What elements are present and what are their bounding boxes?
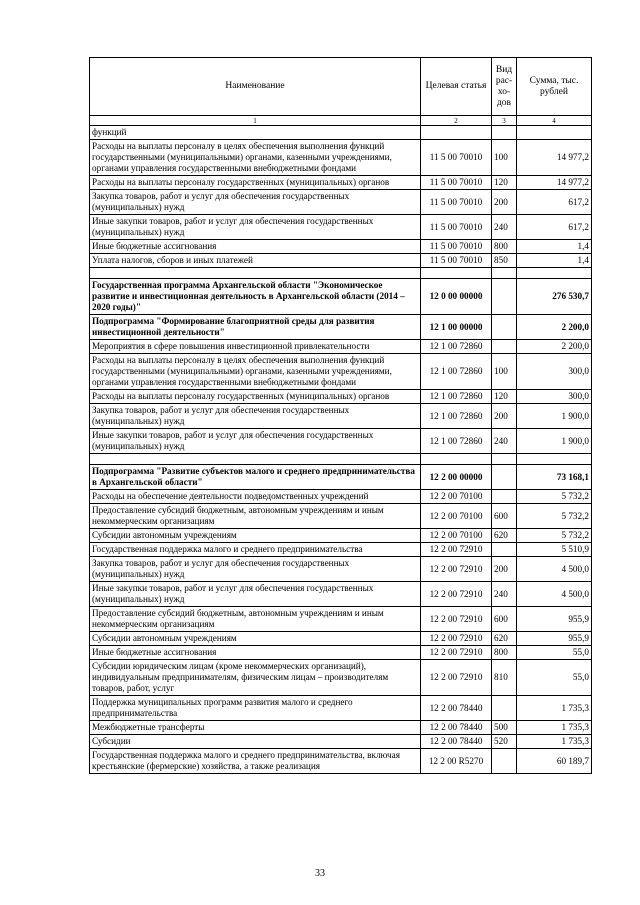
row-target-code: 12 2 00 R5270 (421, 749, 492, 774)
empty-cell (492, 454, 517, 465)
table-row (90, 254, 592, 268)
row-target-code: 12 1 00 72860 (421, 404, 492, 429)
row-name: Предоставление субсидий бюджетным, автономным учреждениям и иным некоммерческим организациям (90, 504, 421, 529)
row-amount: 5 510,9 (517, 543, 592, 557)
row-name: Расходы на выплаты персоналу в целях обеспечения выполнения функций государственными (муниципальными) органами, казенными учреждениями, органами управления государственными внебюджетными фондами (90, 140, 421, 176)
row-target-code: 12 1 00 72860 (421, 340, 492, 354)
row-name: Расходы на выплаты персоналу в целях обеспечения выполнения функций государственными (муниципальными) органами, казенными учреждениями, органами управления государственными внебюджетными фондами (90, 354, 421, 390)
row-expense-type: 620 (492, 632, 517, 646)
row-amount: 1 900,0 (517, 404, 592, 429)
table-row (90, 490, 592, 504)
row-expense-type: 200 (492, 557, 517, 582)
row-amount: 2 200,0 (517, 340, 592, 354)
row-target-code: 12 1 00 72860 (421, 354, 492, 390)
table-row (90, 632, 592, 646)
row-expense-type: 500 (492, 721, 517, 735)
row-amount: 55,0 (517, 660, 592, 696)
row-expense-type: 810 (492, 660, 517, 696)
row-target-code: 12 1 00 72860 (421, 390, 492, 404)
row-target-code: 11 5 00 70010 (421, 215, 492, 240)
row-name: Иные бюджетные ассигнования (90, 240, 421, 254)
table-row (90, 749, 592, 774)
row-amount: 60 189,7 (517, 749, 592, 774)
row-expense-type (492, 696, 517, 721)
column-number-row (90, 116, 592, 126)
table-row (90, 215, 592, 240)
spacer-row (90, 454, 592, 465)
row-expense-type: 240 (492, 215, 517, 240)
row-target-code: 12 2 00 70100 (421, 529, 492, 543)
row-name: Государственная программа Архангельской области "Экономическое развитие и инвестиционная деятельность в Архангельской области (2014 – 2020 годы)" (90, 279, 421, 315)
row-target-code: 12 2 00 00000 (421, 465, 492, 490)
row-name: Подпрограмма "Формирование благоприятной среды для развития инвестиционной деятельности" (90, 315, 421, 340)
row-name: Расходы на выплаты персоналу государственных (муниципальных) органов (90, 390, 421, 404)
row-expense-type (492, 340, 517, 354)
header-code: Целевая статья (421, 58, 492, 116)
empty-cell (517, 268, 592, 279)
header-sum: Сумма, тыс. рублей (517, 58, 592, 116)
column-number: 2 (421, 116, 492, 126)
row-expense-type (492, 543, 517, 557)
row-expense-type (492, 279, 517, 315)
table-row (90, 582, 592, 607)
row-name: Межбюджетные трансферты (90, 721, 421, 735)
row-amount: 300,0 (517, 390, 592, 404)
row-expense-type: 200 (492, 190, 517, 215)
row-expense-type: 100 (492, 140, 517, 176)
program-row (90, 315, 592, 340)
table-row (90, 190, 592, 215)
row-target-code: 11 5 00 70010 (421, 140, 492, 176)
table-row (90, 607, 592, 632)
row-expense-type: 800 (492, 240, 517, 254)
column-number: 3 (492, 116, 517, 126)
table-row (90, 240, 592, 254)
row-amount: 1 900,0 (517, 429, 592, 454)
row-name: Уплата налогов, сборов и иных платежей (90, 254, 421, 268)
row-expense-type: 600 (492, 504, 517, 529)
budget-table (89, 57, 592, 774)
row-amount: 73 168,1 (517, 465, 592, 490)
table-row (90, 340, 592, 354)
row-expense-type: 200 (492, 404, 517, 429)
row-target-code (421, 126, 492, 140)
row-target-code: 11 5 00 70010 (421, 190, 492, 215)
row-amount: 4 500,0 (517, 557, 592, 582)
row-name: Закупка товаров, работ и услуг для обеспечения государственных (муниципальных) нужд (90, 557, 421, 582)
row-target-code: 12 1 00 00000 (421, 315, 492, 340)
row-amount: 276 530,7 (517, 279, 592, 315)
row-name: Закупка товаров, работ и услуг для обеспечения государственных (муниципальных) нужд (90, 190, 421, 215)
row-expense-type (492, 315, 517, 340)
row-target-code: 12 0 00 00000 (421, 279, 492, 315)
row-expense-type (492, 126, 517, 140)
table-row (90, 660, 592, 696)
row-name: Закупка товаров, работ и услуг для обеспечения государственных (муниципальных) нужд (90, 404, 421, 429)
row-target-code: 11 5 00 70010 (421, 240, 492, 254)
table-row (90, 429, 592, 454)
table-row (90, 176, 592, 190)
row-expense-type: 600 (492, 607, 517, 632)
row-name: Государственная поддержка малого и среднего предпринимательства (90, 543, 421, 557)
table-row (90, 543, 592, 557)
row-amount: 2 200,0 (517, 315, 592, 340)
row-target-code: 12 2 00 70100 (421, 490, 492, 504)
row-name: Расходы на обеспечение деятельности подведомственных учреждений (90, 490, 421, 504)
row-target-code: 12 2 00 70100 (421, 504, 492, 529)
row-expense-type: 240 (492, 429, 517, 454)
row-amount: 5 732,2 (517, 504, 592, 529)
row-amount: 617,2 (517, 215, 592, 240)
table-row (90, 504, 592, 529)
row-name: Мероприятия в сфере повышения инвестиционной привлекательности (90, 340, 421, 354)
table-row (90, 735, 592, 749)
row-target-code: 12 2 00 72910 (421, 543, 492, 557)
table-row (90, 721, 592, 735)
row-amount: 5 732,2 (517, 529, 592, 543)
row-name: Поддержка муниципальных программ развития малого и среднего предпринимательства (90, 696, 421, 721)
program-row (90, 465, 592, 490)
row-amount: 55,0 (517, 646, 592, 660)
row-amount: 14 977,2 (517, 140, 592, 176)
row-expense-type: 520 (492, 735, 517, 749)
row-amount: 1 735,3 (517, 735, 592, 749)
empty-cell (492, 268, 517, 279)
header-type: Вид рас- хо- дов (492, 58, 517, 116)
row-expense-type (492, 749, 517, 774)
empty-cell (517, 454, 592, 465)
row-expense-type: 800 (492, 646, 517, 660)
table-row (90, 390, 592, 404)
table-row (90, 140, 592, 176)
row-target-code: 12 2 00 72910 (421, 646, 492, 660)
row-target-code: 12 2 00 72910 (421, 557, 492, 582)
row-name: Иные бюджетные ассигнования (90, 646, 421, 660)
row-expense-type: 850 (492, 254, 517, 268)
row-name: Субсидии автономным учреждениям (90, 632, 421, 646)
row-amount: 1,4 (517, 254, 592, 268)
row-expense-type: 120 (492, 176, 517, 190)
spacer-row (90, 268, 592, 279)
row-amount: 4 500,0 (517, 582, 592, 607)
row-name: функций (90, 126, 421, 140)
row-name: Субсидии юридическим лицам (кроме некоммерческих организаций), индивидуальным предпринимателям, физическим лицам – производителям товаров, работ, услуг (90, 660, 421, 696)
table-row (90, 404, 592, 429)
row-amount: 300,0 (517, 354, 592, 390)
row-amount: 955,9 (517, 607, 592, 632)
table-header-row (90, 58, 592, 116)
row-amount: 617,2 (517, 190, 592, 215)
row-target-code: 12 2 00 72910 (421, 607, 492, 632)
row-target-code: 11 5 00 70010 (421, 254, 492, 268)
header-name: Наименование (90, 58, 421, 116)
table-row (90, 126, 592, 140)
row-name: Субсидии автономным учреждениям (90, 529, 421, 543)
table-row (90, 354, 592, 390)
row-target-code: 12 2 00 72910 (421, 632, 492, 646)
row-name: Иные закупки товаров, работ и услуг для обеспечения государственных (муниципальных) нужд (90, 582, 421, 607)
row-expense-type: 240 (492, 582, 517, 607)
row-target-code: 12 2 00 78440 (421, 696, 492, 721)
row-amount: 1 735,3 (517, 696, 592, 721)
row-amount: 5 732,2 (517, 490, 592, 504)
row-name: Иные закупки товаров, работ и услуг для обеспечения государственных (муниципальных) нужд (90, 429, 421, 454)
row-target-code: 12 2 00 72910 (421, 660, 492, 696)
row-target-code: 12 2 00 78440 (421, 721, 492, 735)
row-name: Подпрограмма "Развитие субъектов малого и среднего предпринимательства в Архангельской области" (90, 465, 421, 490)
row-amount (517, 126, 592, 140)
table-row (90, 557, 592, 582)
row-name: Предоставление субсидий бюджетным, автономным учреждениям и иным некоммерческим организациям (90, 607, 421, 632)
row-amount: 955,9 (517, 632, 592, 646)
row-target-code: 11 5 00 70010 (421, 176, 492, 190)
program-row (90, 279, 592, 315)
empty-cell (90, 454, 421, 465)
empty-cell (90, 268, 421, 279)
column-number: 4 (517, 116, 592, 126)
column-number: 1 (90, 116, 421, 126)
row-amount: 14 977,2 (517, 176, 592, 190)
row-name: Государственная поддержка малого и среднего предпринимательства, включая крестьянские (фермерские) хозяйства, а также реализация (90, 749, 421, 774)
row-amount: 1 735,3 (517, 721, 592, 735)
row-target-code: 12 2 00 72910 (421, 582, 492, 607)
row-target-code: 12 1 00 72860 (421, 429, 492, 454)
table-row (90, 646, 592, 660)
row-expense-type (492, 465, 517, 490)
row-expense-type (492, 490, 517, 504)
page-number: 33 (315, 868, 325, 879)
row-name: Расходы на выплаты персоналу государственных (муниципальных) органов (90, 176, 421, 190)
row-expense-type: 120 (492, 390, 517, 404)
table-row (90, 529, 592, 543)
row-name: Субсидии (90, 735, 421, 749)
empty-cell (421, 454, 492, 465)
row-name: Иные закупки товаров, работ и услуг для обеспечения государственных (муниципальных) нужд (90, 215, 421, 240)
row-amount: 1,4 (517, 240, 592, 254)
empty-cell (421, 268, 492, 279)
row-expense-type: 100 (492, 354, 517, 390)
table-row (90, 696, 592, 721)
row-target-code: 12 2 00 78440 (421, 735, 492, 749)
row-expense-type: 620 (492, 529, 517, 543)
